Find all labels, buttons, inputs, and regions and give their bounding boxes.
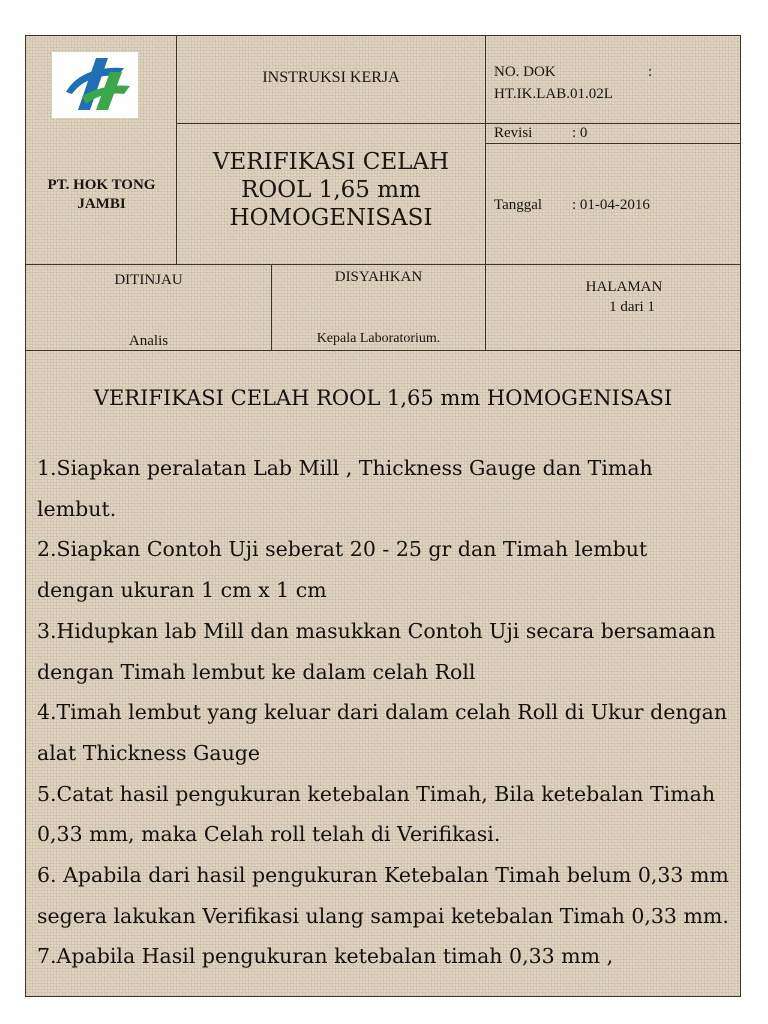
revision-value: : 0 — [572, 125, 588, 141]
title-cell — [177, 124, 486, 265]
logo-icon — [52, 52, 138, 118]
doc-number-cell — [486, 36, 741, 124]
page-label: HALAMAN — [585, 279, 663, 295]
company-name: PT. HOK TONG JAMBI — [47, 177, 156, 212]
page-value: 1 dari 1 — [609, 299, 655, 315]
revision-cell — [486, 124, 741, 144]
body-heading: VERIFIKASI CELAH ROOL 1,65 mm HOMOGENISASI — [93, 386, 673, 410]
doc-number-separator: : — [648, 64, 653, 80]
reviewed-by: Analis — [128, 333, 169, 349]
date-label: Tanggal — [494, 197, 543, 213]
company-logo — [52, 52, 138, 118]
step-4: 4.Timah lembut yang keluar dari dalam celah Roll di Ukur dengan alat Thickness Gauge — [37, 700, 728, 765]
step-3: 3.Hidupkan lab Mill dan masukkan Contoh Uji secara bersamaan dengan Timah lembut ke dalam celah Roll — [37, 618, 716, 684]
instruction-steps — [37, 448, 730, 977]
doc-number-value: HT.IK.LAB.01.02L — [494, 86, 613, 102]
step-1: 1.Siapkan peralatan Lab Mill , Thickness Gauge dan Timah lembut. — [37, 456, 653, 521]
document-page — [25, 35, 741, 997]
reviewed-label: DITINJAU — [114, 272, 183, 288]
step-5: 5.Catat hasil pengukuran ketebalan Timah, Bila ketebalan Timah 0,33 mm, maka Celah roll telah di Verifikasi. — [37, 781, 716, 847]
step-2: 2.Siapkan Contoh Uji seberat 20 - 25 gr dan Timah lembut dengan ukuran 1 cm x 1 cm — [37, 537, 648, 603]
document-title: VERIFIKASI CELAH ROOL 1,65 mm HOMOGENISASI — [212, 149, 450, 231]
company-cell — [26, 36, 177, 265]
approved-cell — [272, 265, 486, 351]
approved-label: DISYAHKAN — [334, 269, 423, 285]
date-value: : 01-04-2016 — [572, 197, 650, 213]
step-6: 6. Apabila dari hasil pengukuran Ketebalan Timah belum 0,33 mm segera lakukan Verifikasi ulang sampai ketebalan Timah 0,33 mm. — [37, 863, 729, 928]
step-7: 7.Apabila Hasil pengukuran ketebalan timah 0,33 mm , — [37, 944, 614, 969]
approved-by: Kepala Laboratorium. — [316, 331, 441, 346]
reviewed-cell — [26, 265, 272, 351]
page-cell — [486, 265, 741, 351]
date-cell — [486, 144, 741, 265]
doc-number-label: NO. DOK — [494, 64, 556, 80]
revision-label: Revisi — [494, 125, 533, 141]
doc-type: INSTRUKSI KERJA — [177, 36, 486, 124]
